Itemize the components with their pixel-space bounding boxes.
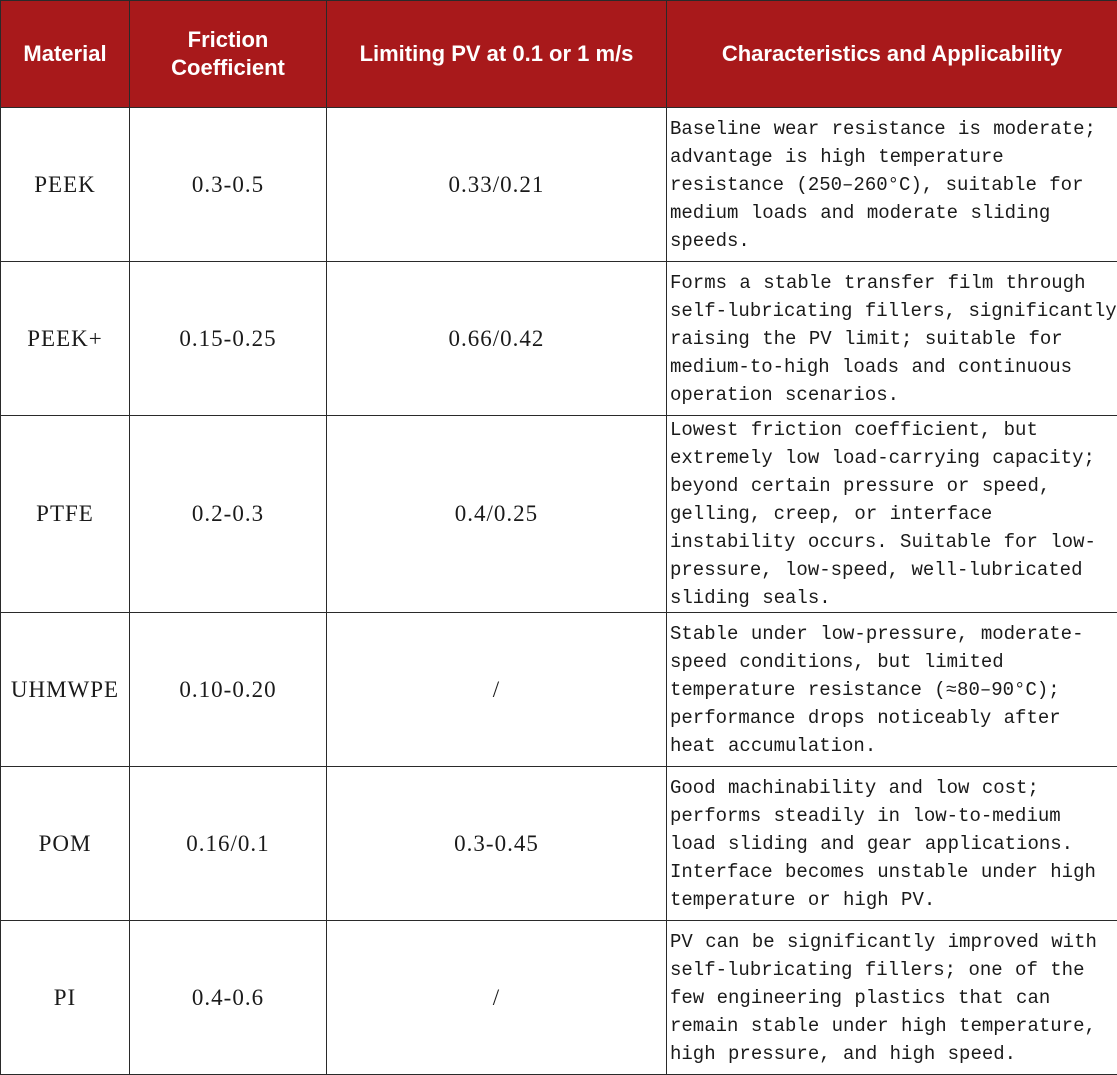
table-row: [1, 108, 1117, 262]
pv-cell: 0.66/0.42: [327, 262, 667, 416]
characteristics-cell: Good machinability and low cost; performs steadily in low-to-medium load sliding and gear applications. Interface becomes unstable under high temperature or high PV.: [667, 767, 1117, 921]
material-cell: PTFE: [1, 416, 130, 613]
material-cell: PI: [1, 921, 130, 1075]
friction-cell: 0.16/0.1: [130, 767, 327, 921]
friction-cell: 0.15-0.25: [130, 262, 327, 416]
characteristics-cell: PV can be significantly improved with self-lubricating fillers; one of the few engineering plastics that can remain stable under high temperature, high pressure, and high speed.: [667, 921, 1117, 1075]
pv-cell: 0.3-0.45: [327, 767, 667, 921]
friction-cell: 0.3-0.5: [130, 108, 327, 262]
material-cell: UHMWPE: [1, 613, 130, 767]
table-row: [1, 262, 1117, 416]
material-cell: PEEK+: [1, 262, 130, 416]
table-row: [1, 921, 1117, 1075]
table-row: [1, 613, 1117, 767]
table-row: [1, 416, 1117, 613]
characteristics-cell: Stable under low-pressure, moderate-speed conditions, but limited temperature resistance (≈80–90°C); performance drops noticeably after heat accumulation.: [667, 613, 1117, 767]
pv-cell: /: [327, 613, 667, 767]
characteristics-cell: Baseline wear resistance is moderate; advantage is high temperature resistance (250–260°C), suitable for medium loads and moderate sliding speeds.: [667, 108, 1117, 262]
material-cell: POM: [1, 767, 130, 921]
header-limiting-pv: Limiting PV at 0.1 or 1 m/s: [327, 1, 667, 108]
friction-cell: 0.10-0.20: [130, 613, 327, 767]
friction-cell: 0.2-0.3: [130, 416, 327, 613]
characteristics-cell: Forms a stable transfer film through self-lubricating fillers, significantly raising the PV limit; suitable for medium-to-high loads and continuous operation scenarios.: [667, 262, 1117, 416]
material-cell: PEEK: [1, 108, 130, 262]
header-characteristics: Characteristics and Applicability: [667, 1, 1117, 108]
pv-cell: 0.4/0.25: [327, 416, 667, 613]
header-material: Material: [1, 1, 130, 108]
header-row: [1, 1, 1117, 108]
table-row: [1, 767, 1117, 921]
pv-cell: 0.33/0.21: [327, 108, 667, 262]
friction-cell: 0.4-0.6: [130, 921, 327, 1075]
characteristics-cell: Lowest friction coefficient, but extremely low load-carrying capacity; beyond certain pressure or speed, gelling, creep, or interface instability occurs. Suitable for low-pressure, low-speed, well-lubricated sliding seals.: [667, 416, 1117, 613]
header-friction-coefficient: Friction Coefficient: [130, 1, 327, 108]
pv-cell: /: [327, 921, 667, 1075]
